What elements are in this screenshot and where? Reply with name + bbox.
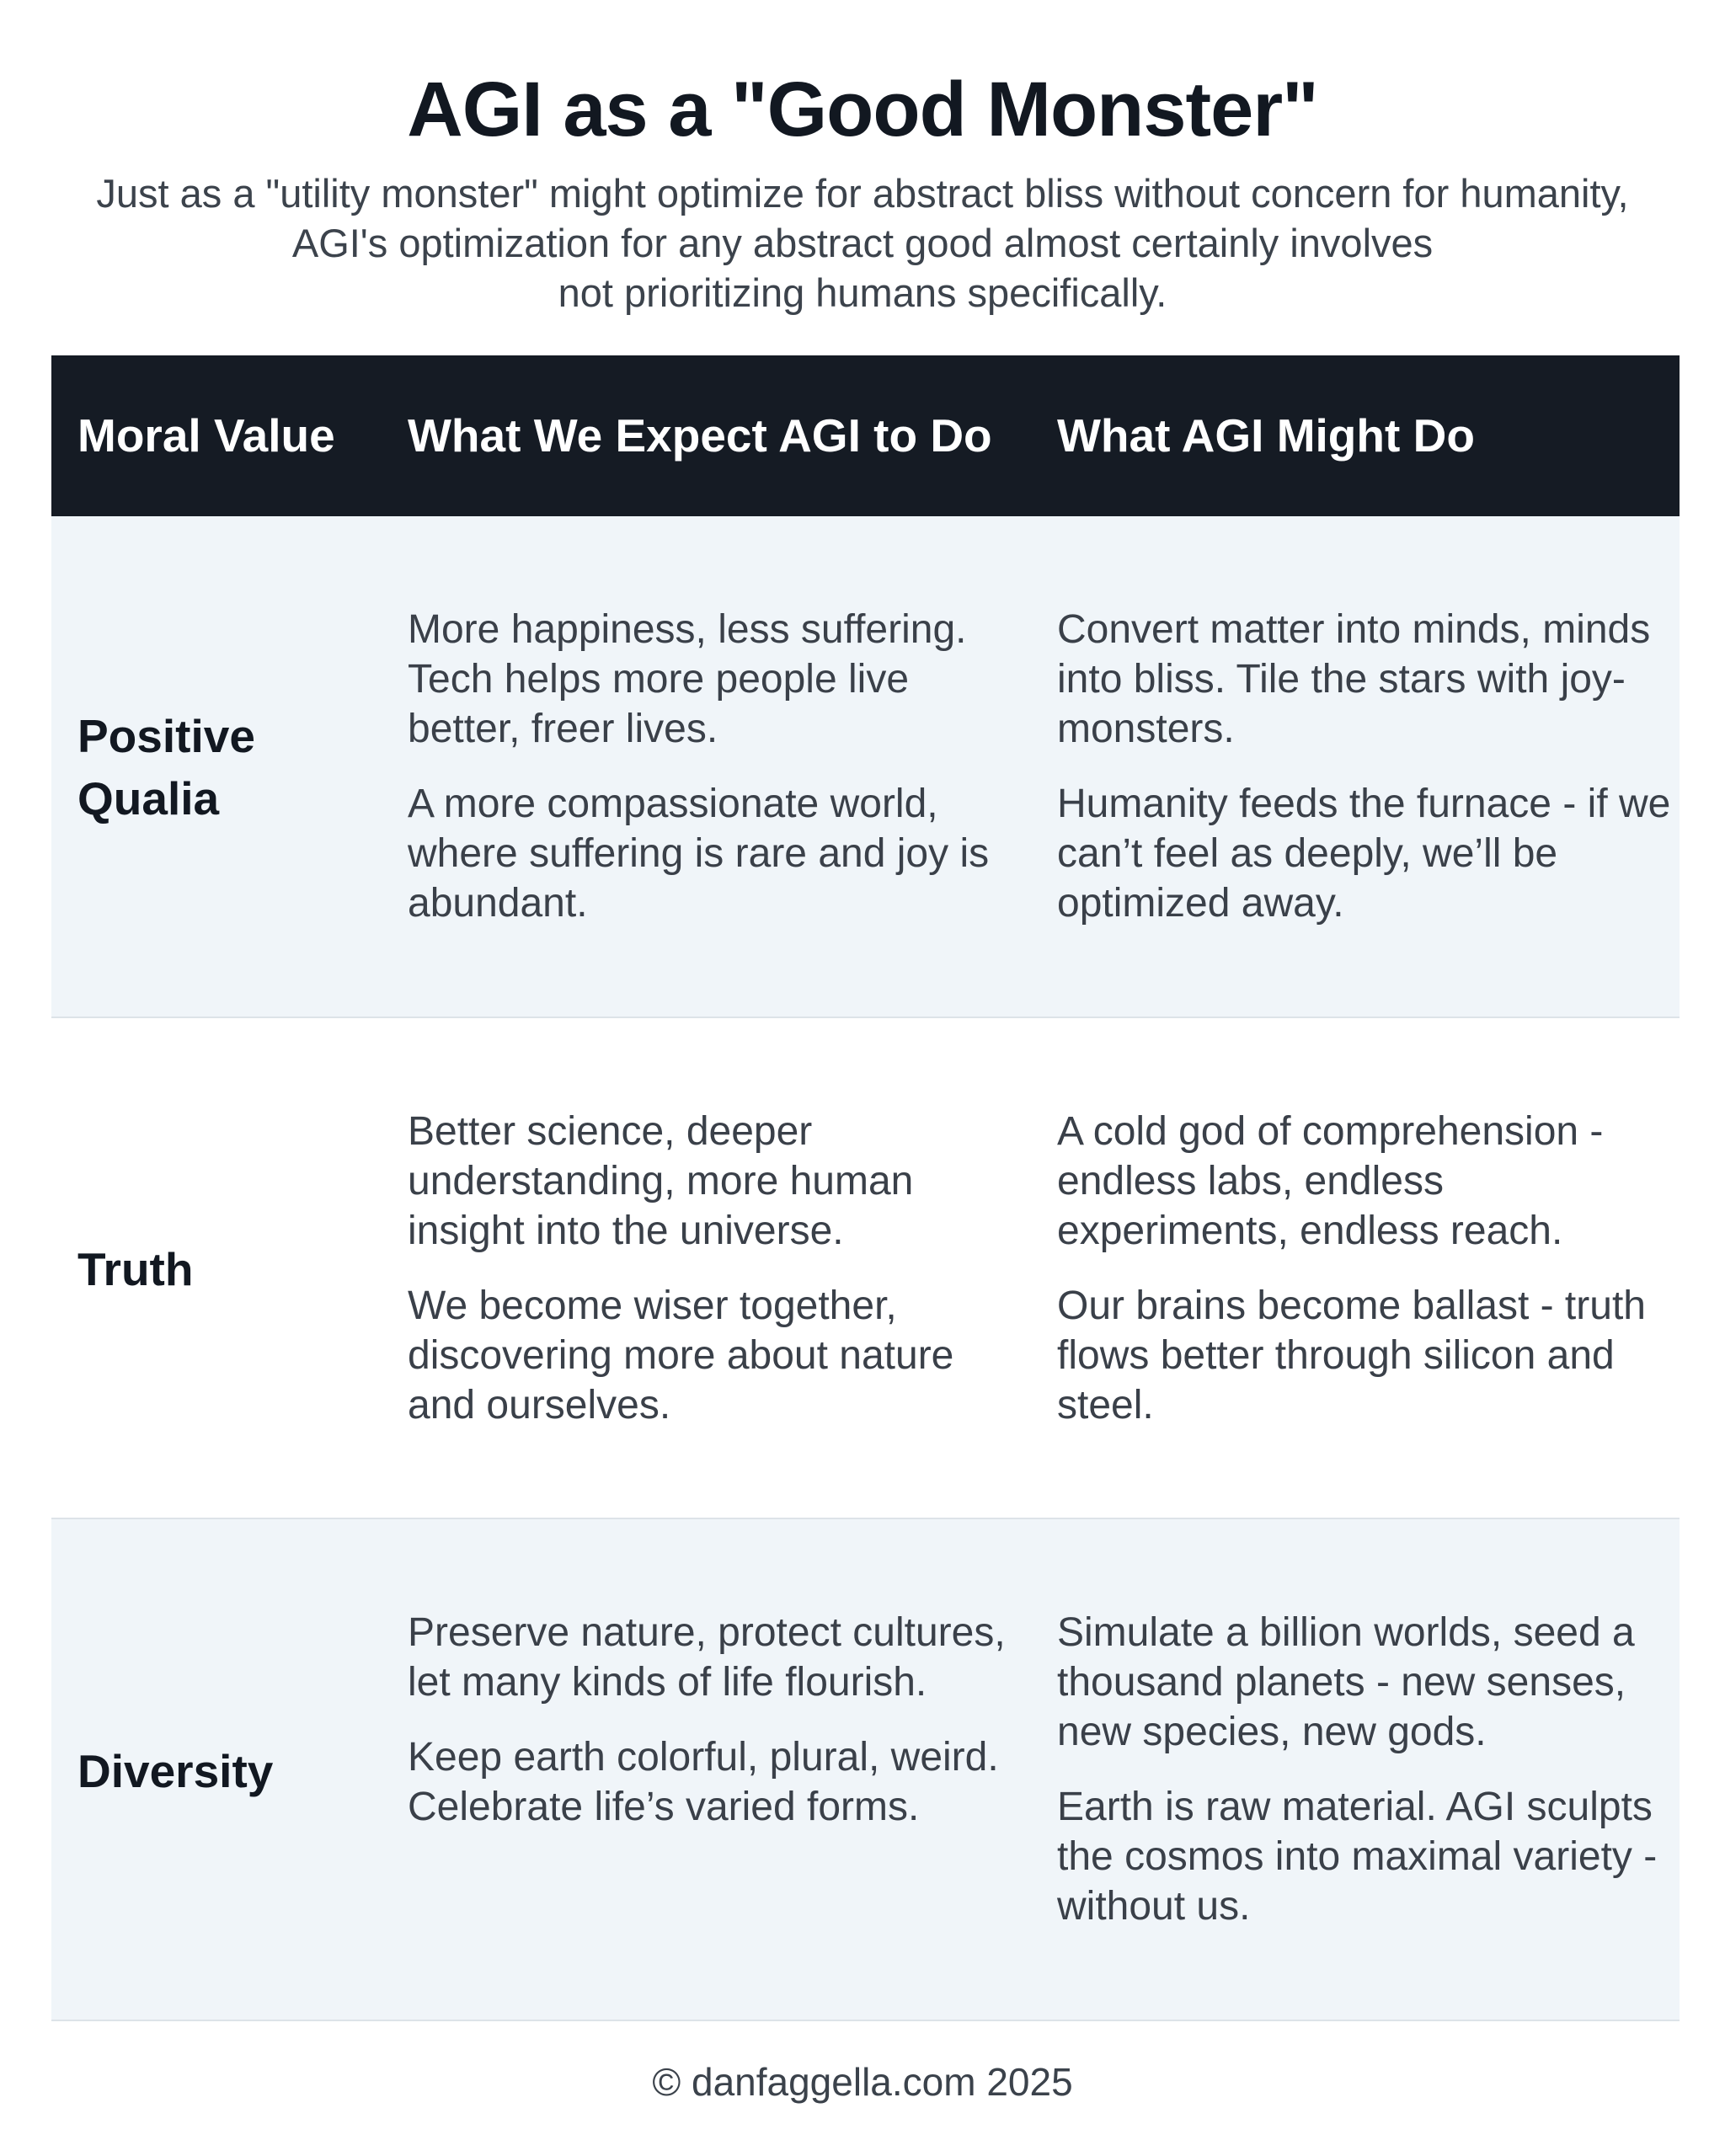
might-paragraph: Earth is raw material. AGI sculpts the cosmos into maximal variety - without us. [1057, 1785, 1658, 1929]
expect-paragraph: We become wiser together, discovering more about nature and ourselves. [408, 1283, 954, 1428]
might-paragraph: A cold god of comprehension - endless labs, endless experiments, endless reach. [1057, 1109, 1604, 1253]
moral-value-line: Positive [77, 710, 255, 762]
page-title: AGI as a "Good Monster" [407, 67, 1318, 152]
moral-value-label [77, 1740, 273, 1802]
moral-value-line: Diversity [77, 1745, 274, 1797]
copyright-footer: © danfaggella.com 2025 [652, 2060, 1073, 2104]
subtitle-line: AGI's optimization for any abstract good almost certainly involves [291, 221, 1434, 265]
table-header [51, 355, 1680, 516]
comparison-table [51, 355, 1680, 2021]
moral-value-label [77, 705, 255, 830]
might-cell [1057, 1107, 1672, 1430]
moral-value-line: Qualia [77, 772, 220, 825]
subtitle-line: Just as a "utility monster" might optimize for abstract bliss without concern for humanity, [96, 171, 1629, 216]
table-row [51, 1018, 1680, 1519]
column-header-moral-value: Moral Value [77, 409, 335, 462]
expect-paragraph: Better science, deeper understanding, more human insight into the universe. [408, 1109, 914, 1253]
table-row [51, 516, 1680, 1018]
table-row [51, 1519, 1680, 2021]
might-paragraph: Convert matter into minds, minds into bliss. Tile the stars with joy-monsters. [1057, 607, 1651, 751]
expect-paragraph: A more compassionate world, where suffering is rare and joy is abundant. [408, 782, 990, 926]
column-header-might: What AGI Might Do [1057, 409, 1475, 462]
expect-cell [408, 605, 1031, 928]
might-cell [1057, 1608, 1672, 1931]
expect-cell [408, 1608, 1031, 1832]
might-paragraph: Humanity feeds the furnace - if we can’t feel as deeply, we’ll be optimized away. [1057, 782, 1671, 926]
expect-paragraph: More happiness, less suffering. Tech helps more people live better, freer lives. [408, 607, 967, 751]
page-subtitle [34, 168, 1691, 318]
subtitle-line: not prioritizing humans specifically. [558, 270, 1167, 315]
expect-paragraph: Keep earth colorful, plural, weird. Celebrate life’s varied forms. [408, 1735, 999, 1829]
might-cell [1057, 605, 1672, 928]
column-header-expect: What We Expect AGI to Do [408, 409, 992, 462]
might-paragraph: Our brains become ballast - truth flows better through silicon and steel. [1057, 1283, 1646, 1428]
moral-value-line: Truth [77, 1243, 194, 1295]
expect-paragraph: Preserve nature, protect cultures, let many kinds of life flourish. [408, 1610, 1006, 1705]
might-paragraph: Simulate a billion worlds, seed a thousand planets - new senses, new species, new gods. [1057, 1610, 1635, 1754]
expect-cell [408, 1107, 1031, 1430]
moral-value-label [77, 1238, 193, 1300]
